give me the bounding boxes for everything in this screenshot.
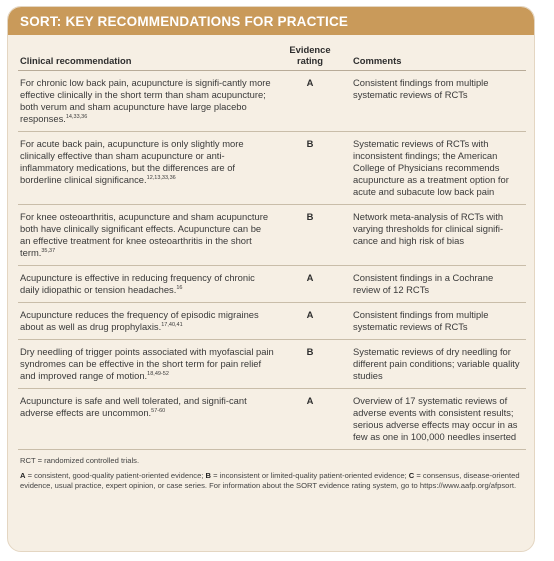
level-a-text: = consistent, good-quality patient-oriented evidence; bbox=[25, 471, 206, 480]
evidence-rating: A bbox=[282, 389, 338, 450]
footnote-sort-levels bbox=[20, 471, 524, 491]
evidence-rating: A bbox=[282, 266, 338, 303]
evidence-rating: B bbox=[282, 205, 338, 266]
table-row bbox=[18, 71, 526, 132]
footnotes bbox=[20, 456, 524, 491]
evidence-rating: B bbox=[282, 340, 338, 389]
evidence-rating: A bbox=[282, 303, 338, 340]
evidence-rating: A bbox=[282, 71, 338, 132]
footnote-rct: RCT = randomized controlled trials. bbox=[20, 456, 140, 465]
recommendation-cell bbox=[18, 266, 282, 303]
box-title: SORT: KEY RECOMMENDATIONS FOR PRACTICE bbox=[20, 13, 349, 29]
table-header-row bbox=[18, 44, 526, 71]
reference-superscript: 14,33,36 bbox=[65, 114, 88, 120]
title-bar bbox=[8, 7, 534, 35]
header-evidence-line1: Evidence bbox=[289, 44, 331, 55]
header-evidence-rating bbox=[282, 44, 338, 71]
comment-cell: Consistent findings in a Cochrane review of 12 RCTs bbox=[338, 266, 526, 303]
header-comments: Comments bbox=[338, 44, 526, 71]
recommendation-text: For knee osteoarthritis, acupuncture and sham acupuncture both have clinically significant effects. Acupuncture can be an effective treatment for knee osteoarthritis in the short term. bbox=[20, 211, 269, 258]
recommendation-cell bbox=[18, 389, 282, 450]
comment-cell: Consistent findings from multiple systematic reviews of RCTs bbox=[338, 303, 526, 340]
recommendation-text: For acute back pain, acupuncture is only slightly more clinically effective than sham acupuncture or anti-inflammatory medications, but the differences are of borderline clinical significance. bbox=[20, 138, 244, 185]
recommendation-text: For chronic low back pain, acupuncture is signifi-cantly more effective clinically in the short term than sham acupuncture; both verum and sham acupuncture have large placebo responses. bbox=[20, 77, 271, 124]
recommendation-text: Acupuncture is effective in reducing frequency of chronic daily idiopathic or tension headaches. bbox=[20, 272, 255, 295]
level-a-letter: A bbox=[20, 471, 26, 480]
recommendation-cell bbox=[18, 340, 282, 389]
level-b-text: = inconsistent or limited-quality patient-oriented evidence; bbox=[211, 471, 409, 480]
comment-cell: Overview of 17 systematic reviews of adverse events with consistent results; serious adverse effects may occur in as few as one in 100,000 needles inserted bbox=[338, 389, 526, 450]
table-row bbox=[18, 340, 526, 389]
recommendation-cell bbox=[18, 132, 282, 205]
reference-superscript: 57-60 bbox=[151, 408, 166, 414]
reference-superscript: 16 bbox=[176, 285, 183, 291]
level-b-letter: B bbox=[205, 471, 212, 480]
table-row bbox=[18, 303, 526, 340]
reference-superscript: 17,40,41 bbox=[161, 322, 183, 328]
table-row bbox=[18, 205, 526, 266]
recommendation-text: Acupuncture is safe and well tolerated, and signifi-cant adverse effects are uncommon. bbox=[20, 395, 247, 418]
reference-superscript: 35,37 bbox=[41, 248, 56, 254]
recommendation-cell bbox=[18, 205, 282, 266]
recommendation-text: Acupuncture reduces the frequency of episodic migraines about as well as drug prophylaxis. bbox=[20, 309, 259, 332]
recommendation-cell bbox=[18, 303, 282, 340]
level-c-letter: C bbox=[408, 471, 415, 480]
comment-cell: Systematic reviews of dry needling for different pain conditions; variable quality studies bbox=[338, 340, 526, 389]
table-row bbox=[18, 266, 526, 303]
reference-superscript: 12,13,33,36 bbox=[146, 175, 176, 181]
comment-cell: Network meta-analysis of RCTs with varying thresholds for clinical signifi-cance and high risk of bias bbox=[338, 205, 526, 266]
reference-superscript: 18,49-52 bbox=[147, 371, 169, 377]
table-body bbox=[18, 71, 526, 450]
comment-cell: Systematic reviews of RCTs with inconsistent findings; the American College of Physicians recommends acupuncture as a treatment option for acute and subacute low back pain bbox=[338, 132, 526, 205]
table-row bbox=[18, 389, 526, 450]
table-row bbox=[18, 132, 526, 205]
header-clinical-recommendation: Clinical recommendation bbox=[18, 44, 282, 71]
level-c-text: = consensus, disease-oriented evidence, usual practice, expert opinion, or case series. For information about the SORT evidence rating system, go to https://www.aafp.org/afpsort. bbox=[20, 471, 520, 490]
evidence-rating: B bbox=[282, 132, 338, 205]
comment-cell: Consistent findings from multiple systematic reviews of RCTs bbox=[338, 71, 526, 132]
recommendation-text: Dry needling of trigger points associated with myofascial pain syndromes can be effective in the short term for pain relief and improved range of motion. bbox=[20, 346, 274, 381]
recommendations-table bbox=[18, 44, 526, 450]
header-evidence-line2: rating bbox=[296, 55, 324, 66]
sort-recommendations-box bbox=[7, 6, 535, 552]
recommendation-cell bbox=[18, 71, 282, 132]
